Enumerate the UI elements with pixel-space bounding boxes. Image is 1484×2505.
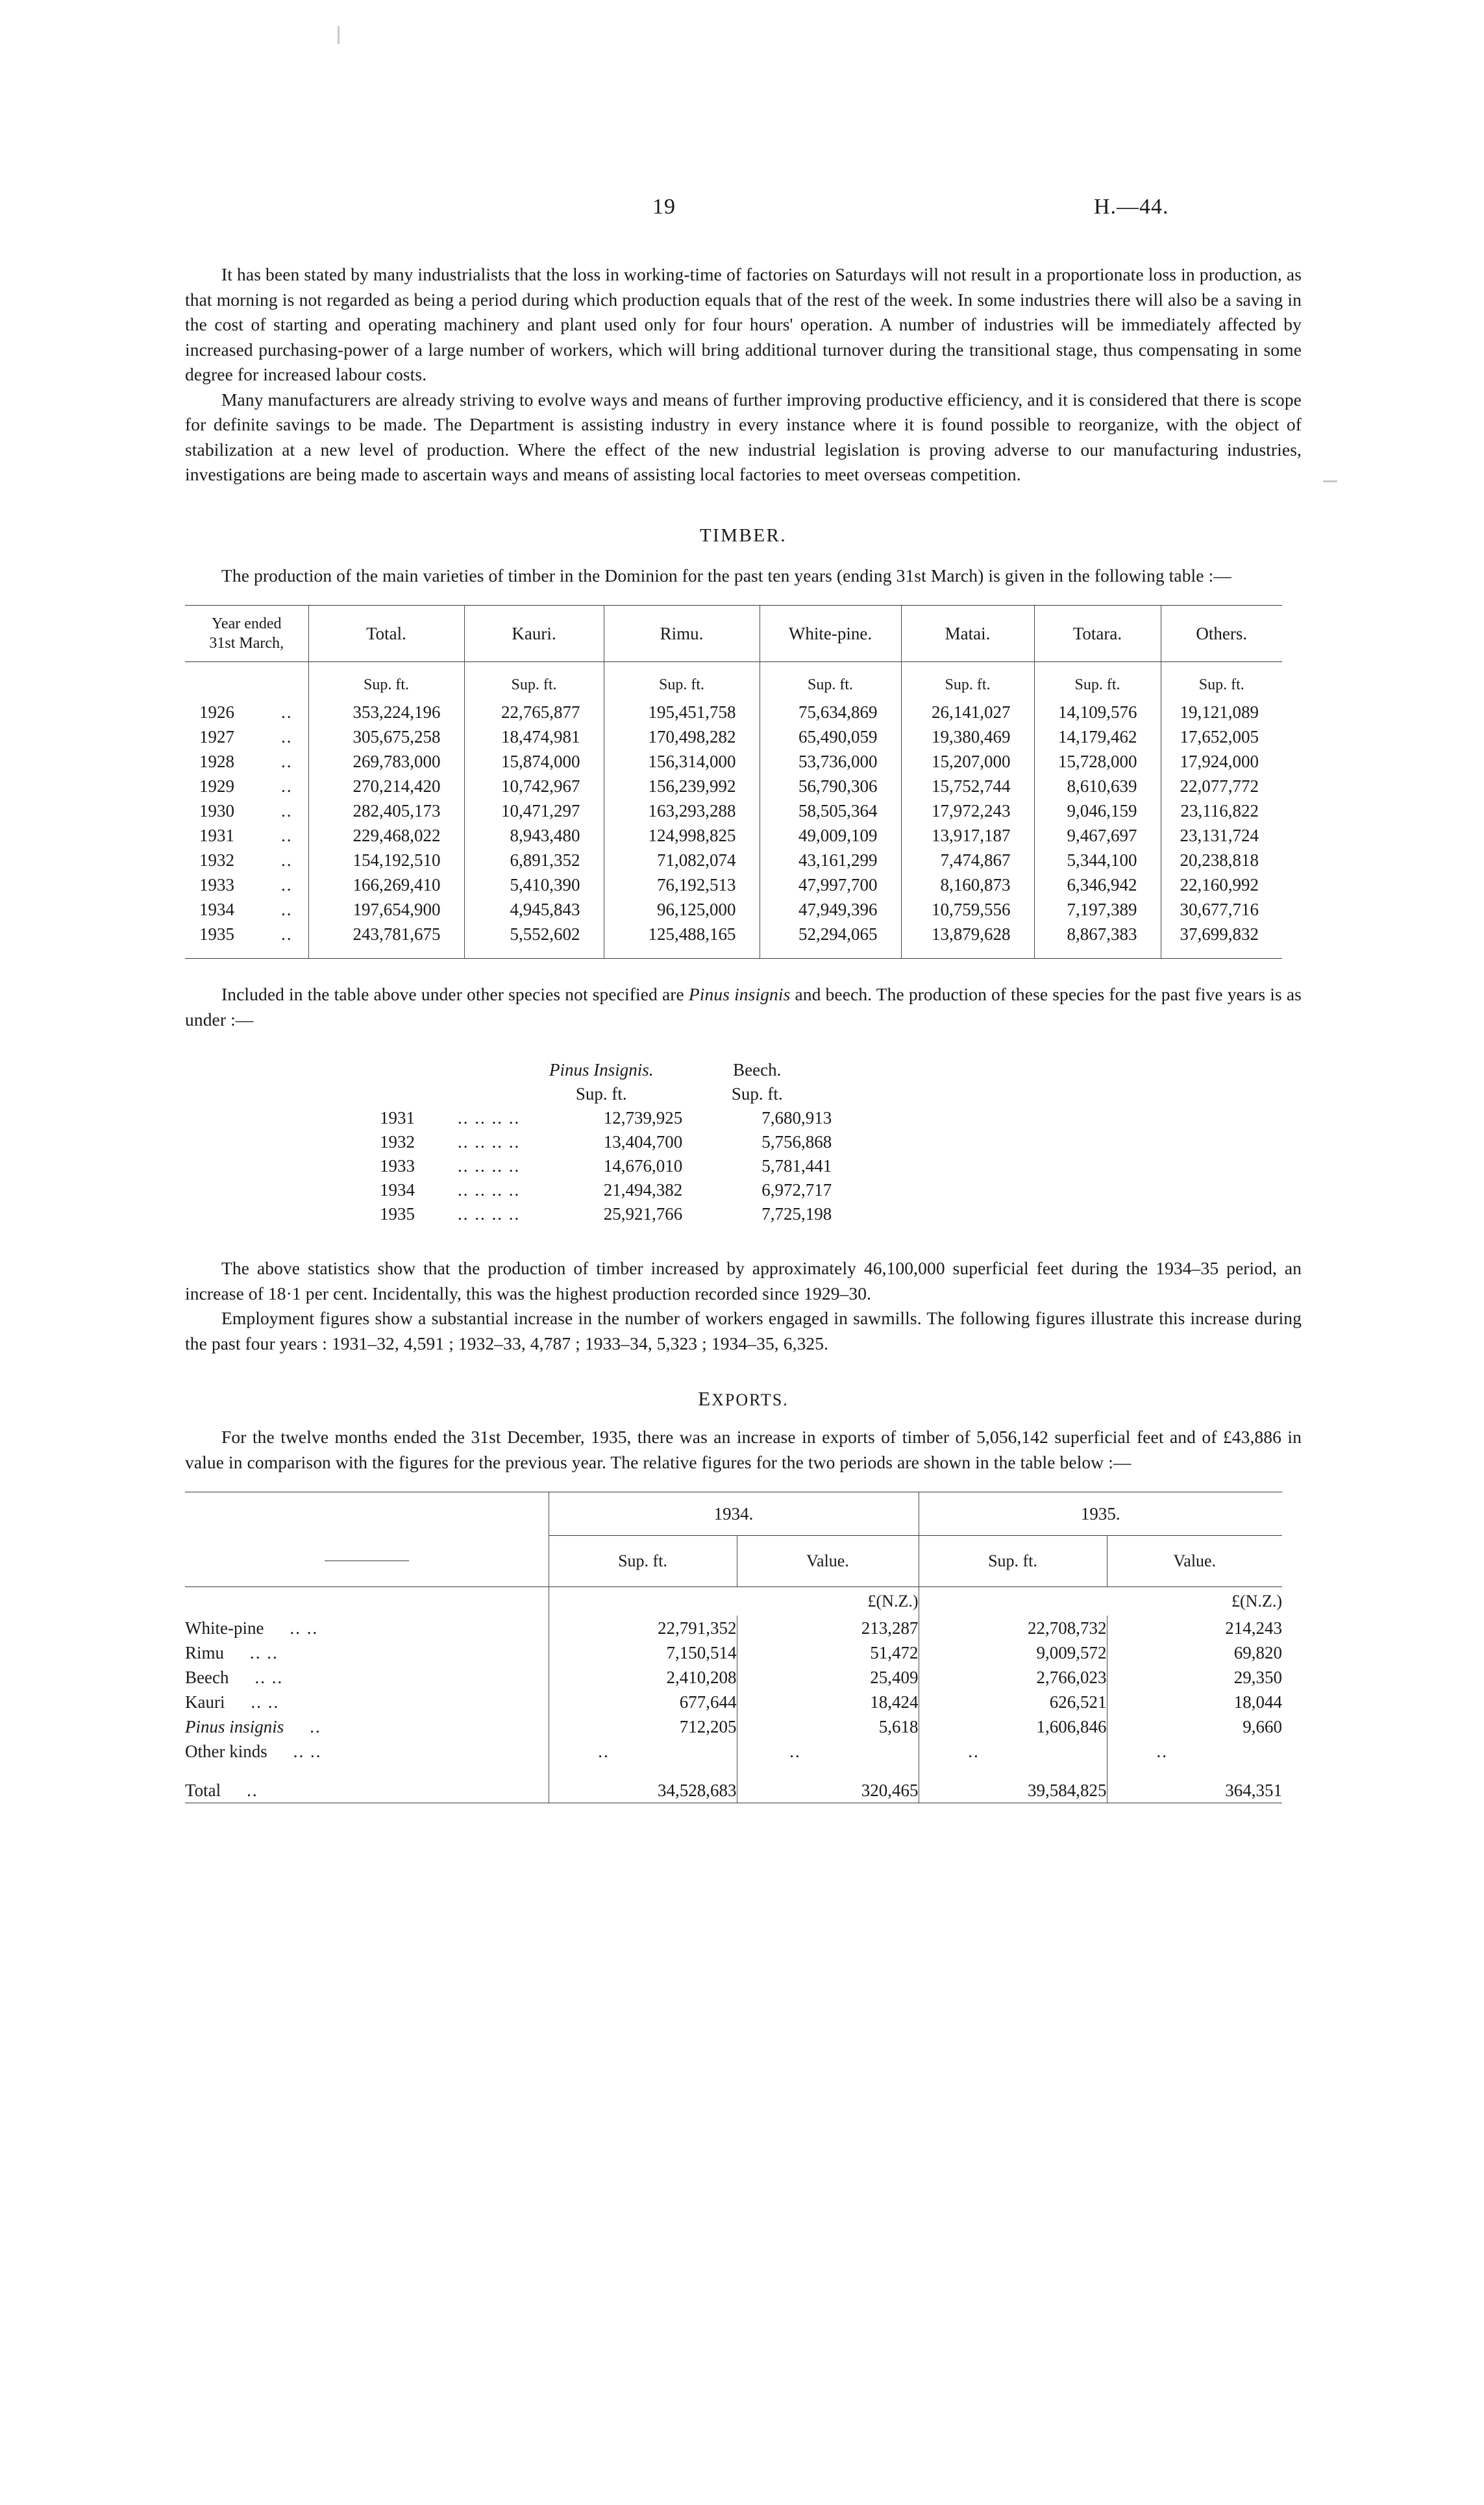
species-unit-row: [380, 1082, 832, 1106]
spacer-cell: [604, 946, 760, 959]
species-intro-part2: and beech. The production of these species for the past five years is as under :—: [185, 984, 1302, 1030]
timber-production-table: [185, 605, 1282, 959]
exports-label-dots: .. ..: [254, 1667, 284, 1687]
timber-cell-others: 19,121,089: [1180, 702, 1259, 722]
species-cell-pinus: 12,739,925: [603, 1108, 683, 1128]
timber-intro: The production of the main varieties of timber in the Dominion for the past ten years (ending 31st March) is given in the following table :—: [221, 565, 1231, 586]
timber-row-year: [185, 798, 308, 823]
timber-cell-rimu: 156,239,992: [604, 774, 760, 798]
timber-row-dots: ..: [281, 899, 293, 919]
species-row-dots: .. .. .. ..: [458, 1132, 521, 1152]
species-row-year: 1932: [380, 1132, 415, 1152]
exports-spacer-row: [185, 1764, 1282, 1778]
table-row: [185, 1640, 1282, 1665]
species-cell-beech: 7,725,198: [761, 1204, 832, 1224]
timber-unit-blank: [185, 662, 308, 700]
timber-row-dots: ..: [281, 825, 293, 845]
exports-label-dots: .. ..: [290, 1618, 319, 1638]
timber-cell-totara: 9,467,697: [1034, 823, 1161, 848]
timber-row-year-label: 1931: [199, 825, 234, 845]
species-row-year: 1935: [380, 1204, 415, 1224]
species-cell-beech: 6,972,717: [761, 1180, 832, 1200]
timber-unit-rimu: Sup. ft.: [604, 662, 760, 700]
exports-label-dots: .. ..: [250, 1642, 278, 1662]
table-row: [185, 774, 1282, 798]
species-row-dots: .. .. .. ..: [458, 1180, 521, 1200]
exports-bottom-rule-row: [185, 1803, 1282, 1818]
timber-cell-rimu: 124,998,825: [604, 823, 760, 848]
timber-row-year-label: 1930: [199, 800, 234, 821]
timber-cell-white-pine: 58,505,364: [760, 798, 901, 823]
exports-cell-sup1934: 677,644: [549, 1690, 737, 1714]
timber-cell-rimu: 125,488,165: [604, 922, 760, 946]
page-content: [185, 195, 1302, 1818]
exports-label-text: Beech: [185, 1667, 229, 1687]
timber-unit-total: Sup. ft.: [308, 662, 464, 700]
page-edge-mark: [1323, 480, 1337, 482]
timber-cell-total: 353,224,196: [308, 700, 464, 724]
exports-label-dots: ..: [310, 1716, 321, 1736]
species-row-dots: .. .. .. ..: [458, 1204, 521, 1224]
exports-cell-val1934: 51,472: [737, 1640, 919, 1665]
after-species-paragraph-1: The above statistics show that the production of timber increased by approximately 46,100,000 superficial feet during the 1934–35 period, an increase of 18·1 per cent. Incidentally, this was the highest production recorded since 1929–30.: [185, 1258, 1302, 1303]
timber-row-year-label: 1927: [199, 726, 234, 747]
exports-sub-header-row: [185, 1536, 1282, 1587]
page-number: 19: [652, 195, 676, 219]
timber-cell-matai: 19,380,469: [901, 724, 1034, 749]
exports-row-label: [185, 1616, 549, 1640]
timber-cell-matai: 13,879,628: [901, 922, 1034, 946]
exports-total-val1934: 320,465: [737, 1778, 919, 1803]
timber-cell-kauri: 5,552,602: [464, 922, 604, 946]
timber-row-dots: ..: [281, 874, 293, 895]
exports-label-text: Pinus insignis: [185, 1716, 284, 1736]
rule-cell: [737, 1803, 919, 1818]
exports-cell-val1935: 214,243: [1107, 1616, 1282, 1640]
timber-row-year: [185, 724, 308, 749]
timber-cell-others: 17,924,000: [1180, 751, 1259, 771]
table-row: [185, 823, 1282, 848]
table-row: [185, 1739, 1282, 1764]
timber-cell-rimu: 96,125,000: [604, 897, 760, 922]
exports-sub-sup1935: Sup. ft.: [919, 1536, 1107, 1587]
timber-cell-white-pine: 47,997,700: [760, 872, 901, 897]
timber-row-year: [185, 897, 308, 922]
timber-cell-white-pine: 75,634,869: [760, 700, 901, 724]
exports-section-title: [185, 1387, 1302, 1411]
timber-col-totara: Totara.: [1034, 606, 1161, 662]
timber-row-year-label: 1932: [199, 850, 234, 870]
species-intro-part1: Included in the table above under other species not specified are: [221, 984, 689, 1004]
exports-cell-sup1934: ..: [549, 1739, 737, 1764]
species-head-row: [380, 1058, 832, 1082]
timber-col-kauri: Kauri.: [464, 606, 604, 662]
species-row-year: 1933: [380, 1156, 415, 1176]
exports-header-1934: 1934.: [549, 1492, 919, 1536]
timber-row-year: [185, 848, 308, 872]
timber-cell-kauri: 6,891,352: [464, 848, 604, 872]
timber-cell-total: 269,783,000: [308, 749, 464, 774]
timber-cell-others: 20,238,818: [1180, 850, 1259, 870]
table-row: [380, 1202, 832, 1226]
timber-row-year: [185, 922, 308, 946]
timber-cell-rimu: 76,192,513: [604, 872, 760, 897]
table-row: [185, 724, 1282, 749]
spacer-cell: [308, 946, 464, 959]
spacer-cell: [185, 946, 308, 959]
paragraph-2: Many manufacturers are already striving to evolve ways and means of further improving productive efficiency, and it is considered that there is scope for definite savings to be made. The Department is assisting industry in every instance where it is found possible to reorganize, with the object of stabilization at a new level of production. Where the effect of the new industrial legislation is proving adverse to our manufacturing industries, investigations are being made to ascertain ways and means of assisting local factories to meet overseas competition.: [185, 389, 1302, 484]
species-cell-beech: 5,756,868: [761, 1132, 832, 1152]
exports-row-label: [185, 1714, 549, 1739]
table-row: [185, 1690, 1282, 1714]
timber-cell-totara: 14,109,576: [1034, 700, 1161, 724]
timber-cell-totara: 15,728,000: [1034, 749, 1161, 774]
timber-cell-total: 270,214,420: [308, 774, 464, 798]
timber-cell-rimu: 156,314,000: [604, 749, 760, 774]
timber-cell-kauri: 10,471,297: [464, 798, 604, 823]
timber-cell-total: 282,405,173: [308, 798, 464, 823]
timber-cell-total: 154,192,510: [308, 848, 464, 872]
timber-row-year: [185, 749, 308, 774]
exports-label-text: Kauri: [185, 1692, 225, 1712]
table-row: [185, 922, 1282, 946]
exports-cell-sup1934: 7,150,514: [549, 1640, 737, 1665]
exports-cell-val1935: 18,044: [1107, 1690, 1282, 1714]
spacer-cell: [464, 946, 604, 959]
timber-row-dots: ..: [281, 702, 293, 722]
timber-row-year-label: 1935: [199, 924, 234, 944]
exports-title-first: E: [698, 1387, 712, 1410]
exports-label-text: Rimu: [185, 1642, 225, 1662]
exports-total-sup1934: 34,528,683: [549, 1778, 737, 1803]
exports-cell-sup1934: 22,791,352: [549, 1616, 737, 1640]
exports-total-label: [185, 1778, 549, 1803]
species-row-dots: .. .. .. ..: [458, 1108, 521, 1128]
spacer-cell: [1107, 1764, 1282, 1778]
timber-unit-kauri: Sup. ft.: [464, 662, 604, 700]
timber-cell-total: 229,468,022: [308, 823, 464, 848]
species-head-pinus: Pinus Insignis.: [549, 1060, 654, 1080]
table-row: [380, 1106, 832, 1130]
exports-unit-row: [185, 1587, 1282, 1616]
spacer-cell: [185, 1764, 549, 1778]
timber-cell-white-pine: 56,790,306: [760, 774, 901, 798]
timber-cell-white-pine: 47,949,396: [760, 897, 901, 922]
table-row: [380, 1178, 832, 1202]
species-unit-blank-dots: [458, 1082, 520, 1106]
timber-cell-totara: 9,046,159: [1034, 798, 1161, 823]
exports-cell-val1934: 213,287: [737, 1616, 919, 1640]
exports-cell-val1935: ..: [1107, 1739, 1282, 1764]
timber-cell-white-pine: 49,009,109: [760, 823, 901, 848]
table-row: [185, 1616, 1282, 1640]
exports-sub-val1934: Value.: [737, 1536, 919, 1587]
exports-cell-sup1935: 2,766,023: [919, 1665, 1107, 1690]
exports-header-1935: 1935.: [919, 1492, 1282, 1536]
timber-cell-rimu: 195,451,758: [604, 700, 760, 724]
timber-cell-totara: 5,344,100: [1034, 848, 1161, 872]
exports-cell-sup1934: 2,410,208: [549, 1665, 737, 1690]
table-row: [185, 798, 1282, 823]
timber-cell-kauri: 22,765,877: [464, 700, 604, 724]
exports-cell-val1934: 25,409: [737, 1665, 919, 1690]
exports-total-sup1935: 39,584,825: [919, 1778, 1107, 1803]
timber-cell-matai: 7,474,867: [901, 848, 1034, 872]
exports-total-val1935: 364,351: [1107, 1778, 1282, 1803]
timber-cell-rimu: 163,293,288: [604, 798, 760, 823]
species-cell-pinus: 25,921,766: [603, 1204, 683, 1224]
species-unit-pinus: Sup. ft.: [575, 1084, 627, 1104]
timber-cell-others: 23,116,822: [1180, 800, 1259, 821]
exports-cell-val1934: ..: [737, 1739, 919, 1764]
exports-title-rest: XPORTS.: [711, 1390, 789, 1409]
species-table-block: [380, 1058, 1302, 1226]
exports-label-text: White-pine: [185, 1618, 264, 1638]
timber-row-year: [185, 700, 308, 724]
table-row: [185, 1714, 1282, 1739]
exports-unit-currency-1934: £(N.Z.): [737, 1587, 919, 1616]
timber-table-spacer: [185, 946, 1282, 959]
species-unit-beech: Sup. ft.: [731, 1084, 783, 1104]
exports-header-blank: [185, 1492, 549, 1536]
exports-cell-sup1934: 712,205: [549, 1714, 737, 1739]
timber-cell-matai: 26,141,027: [901, 700, 1034, 724]
timber-row-dots: ..: [281, 751, 293, 771]
timber-col-year-line2: 31st March,: [209, 635, 284, 652]
timber-col-total: Total.: [308, 606, 464, 662]
table-row: [185, 1665, 1282, 1690]
spacer-cell: [1161, 946, 1282, 959]
timber-unit-matai: Sup. ft.: [901, 662, 1034, 700]
timber-cell-kauri: 4,945,843: [464, 897, 604, 922]
species-head-blank-dots: [458, 1058, 520, 1082]
exports-row-label: [185, 1690, 549, 1714]
table-row: [185, 749, 1282, 774]
timber-cell-matai: 15,752,744: [901, 774, 1034, 798]
timber-cell-others: 22,077,772: [1180, 776, 1259, 796]
timber-cell-kauri: 8,943,480: [464, 823, 604, 848]
spacer-cell: [1034, 946, 1161, 959]
timber-cell-totara: 7,197,389: [1034, 897, 1161, 922]
timber-cell-others: 23,131,724: [1180, 825, 1259, 845]
species-row-dots: .. .. .. ..: [458, 1156, 521, 1176]
exports-label-dots: .. ..: [293, 1741, 322, 1761]
exports-cell-val1935: 9,660: [1107, 1714, 1282, 1739]
timber-cell-kauri: 5,410,390: [464, 872, 604, 897]
timber-row-dots: ..: [281, 776, 293, 796]
timber-cell-totara: 8,867,383: [1034, 922, 1161, 946]
timber-cell-others: 17,652,005: [1180, 726, 1259, 747]
timber-col-others: Others.: [1196, 623, 1248, 643]
spacer-cell: [919, 1764, 1107, 1778]
timber-cell-matai: 10,759,556: [901, 897, 1034, 922]
table-row: [185, 897, 1282, 922]
timber-section-title: TIMBER.: [699, 524, 787, 546]
timber-cell-total: 243,781,675: [308, 922, 464, 946]
timber-row-year-label: 1933: [199, 874, 234, 895]
species-intro-italic: Pinus insignis: [688, 984, 791, 1004]
timber-col-year-line1: Year ended: [211, 615, 282, 632]
timber-cell-kauri: 18,474,981: [464, 724, 604, 749]
timber-cell-matai: 15,207,000: [901, 749, 1034, 774]
timber-cell-kauri: 10,742,967: [464, 774, 604, 798]
exports-cell-sup1935: 9,009,572: [919, 1640, 1107, 1665]
timber-row-year-label: 1926: [199, 702, 234, 722]
paragraph-1: It has been stated by many industrialists that the loss in working-time of factories on Saturdays will not result in a proportionate loss in production, as that morning is not regarded as being a period during which production equals that of the rest of the week. In some industries there will also be a saving in the cost of starting and operating machinery and plant used only for four hours' operation. A number of industries will be immediately affected by increased purchasing-power of a large number of workers, which will bring additional turnover during the transitional stage, thus compensating in some degree for increased labour costs.: [185, 264, 1302, 384]
table-row: [185, 700, 1282, 724]
timber-cell-others: 37,699,832: [1180, 924, 1259, 944]
exports-cell-sup1935: ..: [919, 1739, 1107, 1764]
spacer-cell: [760, 946, 901, 959]
species-cell-pinus: 13,404,700: [603, 1132, 683, 1152]
species-table: [380, 1058, 832, 1226]
timber-cell-total: 197,654,900: [308, 897, 464, 922]
table-row: [185, 872, 1282, 897]
timber-cell-others: 30,677,716: [1180, 899, 1259, 919]
exports-intro: For the twelve months ended the 31st December, 1935, there was an increase in exports of timber of 5,056,142 superficial feet and of £43,886 in value in comparison with the figures for the previous year. The relative figures for the two periods are shown in the table below :—: [185, 1427, 1302, 1472]
timber-row-dots: ..: [281, 924, 293, 944]
spacer-cell: [549, 1764, 737, 1778]
species-unit-blank: [380, 1082, 458, 1106]
timber-row-year: [185, 774, 308, 798]
species-head-beech: Beech.: [733, 1060, 782, 1080]
table-row: [380, 1130, 832, 1154]
rule-cell: [1107, 1803, 1282, 1818]
exports-cell-sup1935: 1,606,846: [919, 1714, 1107, 1739]
exports-row-label: [185, 1665, 549, 1690]
exports-row-label: [185, 1739, 549, 1764]
page-header: [185, 195, 1302, 234]
exports-cell-val1934: 5,618: [737, 1714, 919, 1739]
table-row: [185, 848, 1282, 872]
spacer-cell: [901, 946, 1034, 959]
exports-row-label: [185, 1640, 549, 1665]
timber-cell-rimu: 71,082,074: [604, 848, 760, 872]
rule-cell: [549, 1803, 737, 1818]
timber-cell-rimu: 170,498,282: [604, 724, 760, 749]
timber-row-year: [185, 872, 308, 897]
timber-col-white-pine: White-pine.: [760, 606, 901, 662]
timber-row-dots: ..: [281, 850, 293, 870]
table-row: [380, 1154, 832, 1178]
rule-cell: [919, 1803, 1107, 1818]
timber-row-year-label: 1934: [199, 899, 234, 919]
species-cell-pinus: 21,494,382: [603, 1180, 683, 1200]
exports-cell-val1934: 18,424: [737, 1690, 919, 1714]
timber-cell-totara: 6,346,942: [1034, 872, 1161, 897]
timber-cell-white-pine: 53,736,000: [760, 749, 901, 774]
exports-sub-sup1934: Sup. ft.: [549, 1536, 737, 1587]
exports-unit-sup1934: [549, 1587, 737, 1616]
species-cell-pinus: 14,676,010: [603, 1156, 683, 1176]
exports-year-header-row: [185, 1492, 1282, 1536]
timber-row-year-label: 1929: [199, 776, 234, 796]
timber-cell-matai: 8,160,873: [901, 872, 1034, 897]
document-code: H.—44.: [1094, 195, 1169, 219]
timber-cell-total: 305,675,258: [308, 724, 464, 749]
exports-unit-currency-1935: £(N.Z.): [1107, 1587, 1282, 1616]
timber-cell-white-pine: 43,161,299: [760, 848, 901, 872]
timber-cell-total: 166,269,410: [308, 872, 464, 897]
exports-sub-val1935: Value.: [1107, 1536, 1282, 1587]
timber-cell-others: 22,160,992: [1180, 874, 1259, 895]
timber-row-year-label: 1928: [199, 751, 234, 771]
timber-cell-matai: 17,972,243: [901, 798, 1034, 823]
timber-unit-others: Sup. ft.: [1198, 676, 1244, 693]
exports-cell-val1935: 29,350: [1107, 1665, 1282, 1690]
exports-cell-val1935: 69,820: [1107, 1640, 1282, 1665]
timber-unit-white-pine: Sup. ft.: [760, 662, 901, 700]
timber-cell-matai: 13,917,187: [901, 823, 1034, 848]
timber-unit-totara: Sup. ft.: [1034, 662, 1161, 700]
timber-row-dots: ..: [281, 726, 293, 747]
exports-label-dots: .. ..: [251, 1692, 280, 1712]
exports-subheader-rule-cell: [185, 1536, 549, 1587]
spacer-cell: [737, 1764, 919, 1778]
timber-unit-row: [185, 662, 1282, 700]
exports-total-dots: ..: [247, 1780, 258, 1800]
species-row-year: 1934: [380, 1180, 415, 1200]
timber-cell-totara: 8,610,639: [1034, 774, 1161, 798]
exports-label-text: Other kinds: [185, 1741, 267, 1761]
exports-unit-sup1935: [919, 1587, 1107, 1616]
timber-row-dots: ..: [281, 800, 293, 821]
timber-cell-kauri: 15,874,000: [464, 749, 604, 774]
exports-table: [185, 1492, 1282, 1818]
exports-cell-sup1935: 626,521: [919, 1690, 1107, 1714]
exports-total-row: [185, 1778, 1282, 1803]
timber-cell-white-pine: 65,490,059: [760, 724, 901, 749]
timber-cell-white-pine: 52,294,065: [760, 922, 901, 946]
timber-col-matai: Matai.: [901, 606, 1034, 662]
rule-cell: [185, 1803, 549, 1818]
exports-cell-sup1935: 22,708,732: [919, 1616, 1107, 1640]
exports-unit-blank: [185, 1587, 549, 1616]
exports-total-label-text: Total: [185, 1780, 221, 1800]
species-cell-beech: 5,781,441: [761, 1156, 832, 1176]
timber-row-year: [185, 823, 308, 848]
timber-cell-totara: 14,179,462: [1034, 724, 1161, 749]
timber-col-rimu: Rimu.: [604, 606, 760, 662]
species-head-blank: [380, 1058, 458, 1082]
species-intro: [185, 982, 1302, 1032]
timber-col-year: [185, 606, 308, 662]
after-species-paragraph-2: Employment figures show a substantial increase in the number of workers engaged in sawmills. The following figures illustrate this increase during the past four years : 1931–32, 4,591 ; 1932–33, 4,787 ; 1933–34, 5,323 ; 1934–35, 6,325.: [185, 1308, 1302, 1353]
timber-header-row: [185, 606, 1282, 662]
species-cell-beech: 7,680,913: [761, 1108, 832, 1128]
species-row-year: 1931: [380, 1108, 415, 1128]
page-margin-mark: [338, 26, 340, 44]
